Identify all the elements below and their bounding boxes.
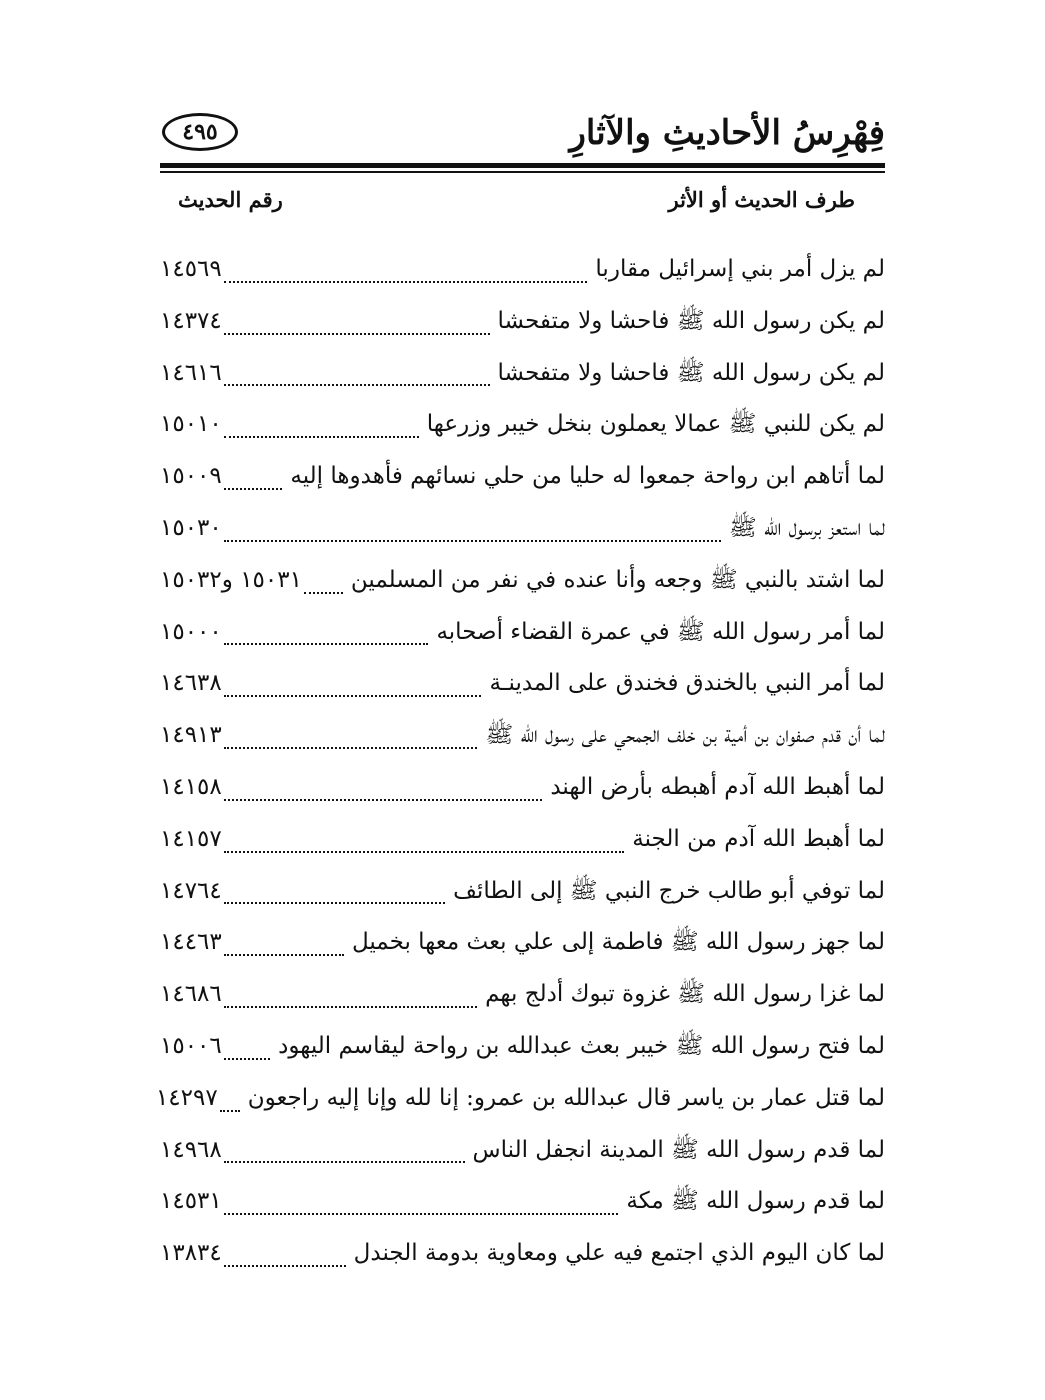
entry-text: لما أن قدم صفوان بن أمية بن خلف الجمحي على رسول الله ﷺ bbox=[485, 722, 885, 749]
entry-number: ١٤٧٦٤ bbox=[160, 877, 222, 904]
index-entry bbox=[160, 247, 885, 299]
leader-dots bbox=[220, 1110, 240, 1112]
entry-number: ١٥٠٣١ و١٥٠٣٢ bbox=[160, 566, 302, 593]
index-entry bbox=[160, 869, 885, 921]
entry-text: لما كان اليوم الذي اجتمع فيه علي ومعاوية بدومة الجندل bbox=[353, 1240, 885, 1267]
leader-dots bbox=[224, 851, 624, 853]
entry-text: لما غزا رسول الله ﷺ غزوة تبوك أدلج بهم bbox=[485, 981, 885, 1008]
leader-dots bbox=[304, 592, 343, 594]
entry-number: ١٥٠٠٦ bbox=[160, 1032, 222, 1059]
leader-dots bbox=[224, 1161, 465, 1163]
index-entry bbox=[160, 506, 885, 558]
leader-dots bbox=[224, 799, 543, 801]
leader-dots bbox=[224, 281, 588, 283]
leader-dots bbox=[224, 643, 429, 645]
index-entry bbox=[160, 402, 885, 454]
entry-number: ١٤٤٦٣ bbox=[160, 929, 222, 956]
entry-number: ١٥٠٠٠ bbox=[160, 618, 222, 645]
entry-text: لم يزل أمر بني إسرائيل مقاربا bbox=[595, 256, 885, 282]
leader-dots bbox=[224, 540, 721, 542]
entry-number: ١٤٥٣١ bbox=[160, 1188, 222, 1215]
entry-number: ١٤٣٧٤ bbox=[160, 307, 222, 334]
leader-dots bbox=[224, 695, 482, 697]
column-headers bbox=[160, 183, 885, 219]
index-entry bbox=[160, 972, 885, 1024]
entry-number: ١٤٦٨٦ bbox=[160, 981, 222, 1008]
entry-text: لما أمر النبي بالخندق فخندق على المدينـة bbox=[489, 670, 885, 697]
header-rule-thick bbox=[160, 163, 885, 168]
index-entry bbox=[160, 1179, 885, 1231]
leader-dots bbox=[224, 333, 490, 335]
index-entries bbox=[155, 247, 885, 1283]
entry-text: لما استعز برسول الله ﷺ bbox=[729, 514, 885, 541]
entry-number: ١٤١٥٨ bbox=[160, 773, 222, 800]
index-entry bbox=[160, 661, 885, 713]
leader-dots bbox=[224, 436, 419, 438]
entry-text: لما اشتد بالنبي ﷺ وجعه وأنا عنده في نفر من المسلمين bbox=[350, 566, 885, 593]
index-entry bbox=[160, 1231, 885, 1283]
leader-dots bbox=[224, 1006, 477, 1008]
index-entry bbox=[160, 1128, 885, 1180]
leader-dots bbox=[224, 747, 478, 749]
entry-text: لما فتح رسول الله ﷺ خيبر بعث عبدالله بن رواحة ليقاسم اليهود bbox=[278, 1032, 885, 1059]
column-header-number: رقم الحديث bbox=[178, 187, 283, 212]
leader-dots bbox=[224, 1058, 270, 1060]
index-entry bbox=[160, 920, 885, 972]
entry-number: ١٥٠٠٩ bbox=[160, 463, 222, 490]
index-entry bbox=[155, 1076, 885, 1128]
leader-dots bbox=[224, 954, 344, 956]
entry-text: لما قدم رسول الله ﷺ المدينة انجفل الناس bbox=[472, 1136, 885, 1163]
leader-dots bbox=[224, 384, 490, 386]
entry-text: لم يكن رسول الله ﷺ فاحشا ولا متفحشا bbox=[497, 307, 885, 334]
entry-number: ١٤٦٣٨ bbox=[160, 670, 222, 697]
column-header-hadith: طرف الحديث أو الأثر bbox=[668, 187, 855, 212]
entry-number: ١٤٦١٦ bbox=[160, 359, 222, 386]
entry-text: لم يكن رسول الله ﷺ فاحشا ولا متفحشا bbox=[497, 359, 885, 386]
entry-text: لم يكن للنبي ﷺ عمالا يعملون بنخل خيبر وزرعها bbox=[426, 411, 885, 438]
index-entry bbox=[160, 817, 885, 869]
entry-number: ١٤١٥٧ bbox=[160, 825, 222, 852]
entry-number: ١٣٨٣٤ bbox=[160, 1240, 222, 1267]
entry-text: لما قتل عمار بن ياسر قال عبدالله بن عمرو: إنا لله وإنا إليه راجعون bbox=[247, 1084, 885, 1111]
index-entry bbox=[160, 558, 885, 610]
entry-number: ١٥٠٣٠ bbox=[160, 514, 222, 541]
entry-text: لما أمر رسول الله ﷺ في عمرة القضاء أصحابه bbox=[436, 618, 885, 645]
leader-dots bbox=[224, 488, 283, 490]
entry-number: ١٤٥٦٩ bbox=[160, 256, 222, 282]
entry-text: لما جهز رسول الله ﷺ فاطمة إلى علي بعث معها بخميل bbox=[351, 929, 885, 956]
leader-dots bbox=[224, 902, 445, 904]
index-entry bbox=[160, 1024, 885, 1076]
index-entry bbox=[160, 299, 885, 351]
leader-dots bbox=[224, 1213, 619, 1215]
page-header bbox=[160, 105, 885, 159]
entry-number: ١٥٠١٠ bbox=[160, 411, 222, 438]
entry-text: لما أهبط الله آدم من الجنة bbox=[632, 825, 885, 852]
entry-number: ١٤٩١٣ bbox=[160, 722, 222, 749]
entry-text: لما قدم رسول الله ﷺ مكة bbox=[626, 1188, 885, 1215]
leader-dots bbox=[224, 1265, 346, 1267]
entry-text: لما أتاهم ابن رواحة جمعوا له حليا من حلي نسائهم فأهدوها إليه bbox=[290, 463, 885, 490]
entry-text: لما أهبط الله آدم أهبطه بأرض الهند bbox=[550, 773, 885, 800]
page-number-badge: ٤٩٥ bbox=[162, 113, 238, 151]
index-entry bbox=[160, 765, 885, 817]
entry-number: ١٤٩٦٨ bbox=[160, 1136, 222, 1163]
header-rule-thin bbox=[160, 171, 885, 173]
entry-text: لما توفي أبو طالب خرج النبي ﷺ إلى الطائف bbox=[453, 877, 885, 904]
entry-number: ١٤٢٩٧ bbox=[155, 1084, 218, 1111]
running-title: فِهْرِسُ الأحاديثِ والآثارِ bbox=[569, 113, 885, 153]
index-entry bbox=[160, 454, 885, 506]
index-entry bbox=[160, 351, 885, 403]
index-entry bbox=[160, 610, 885, 662]
index-entry bbox=[160, 713, 885, 765]
